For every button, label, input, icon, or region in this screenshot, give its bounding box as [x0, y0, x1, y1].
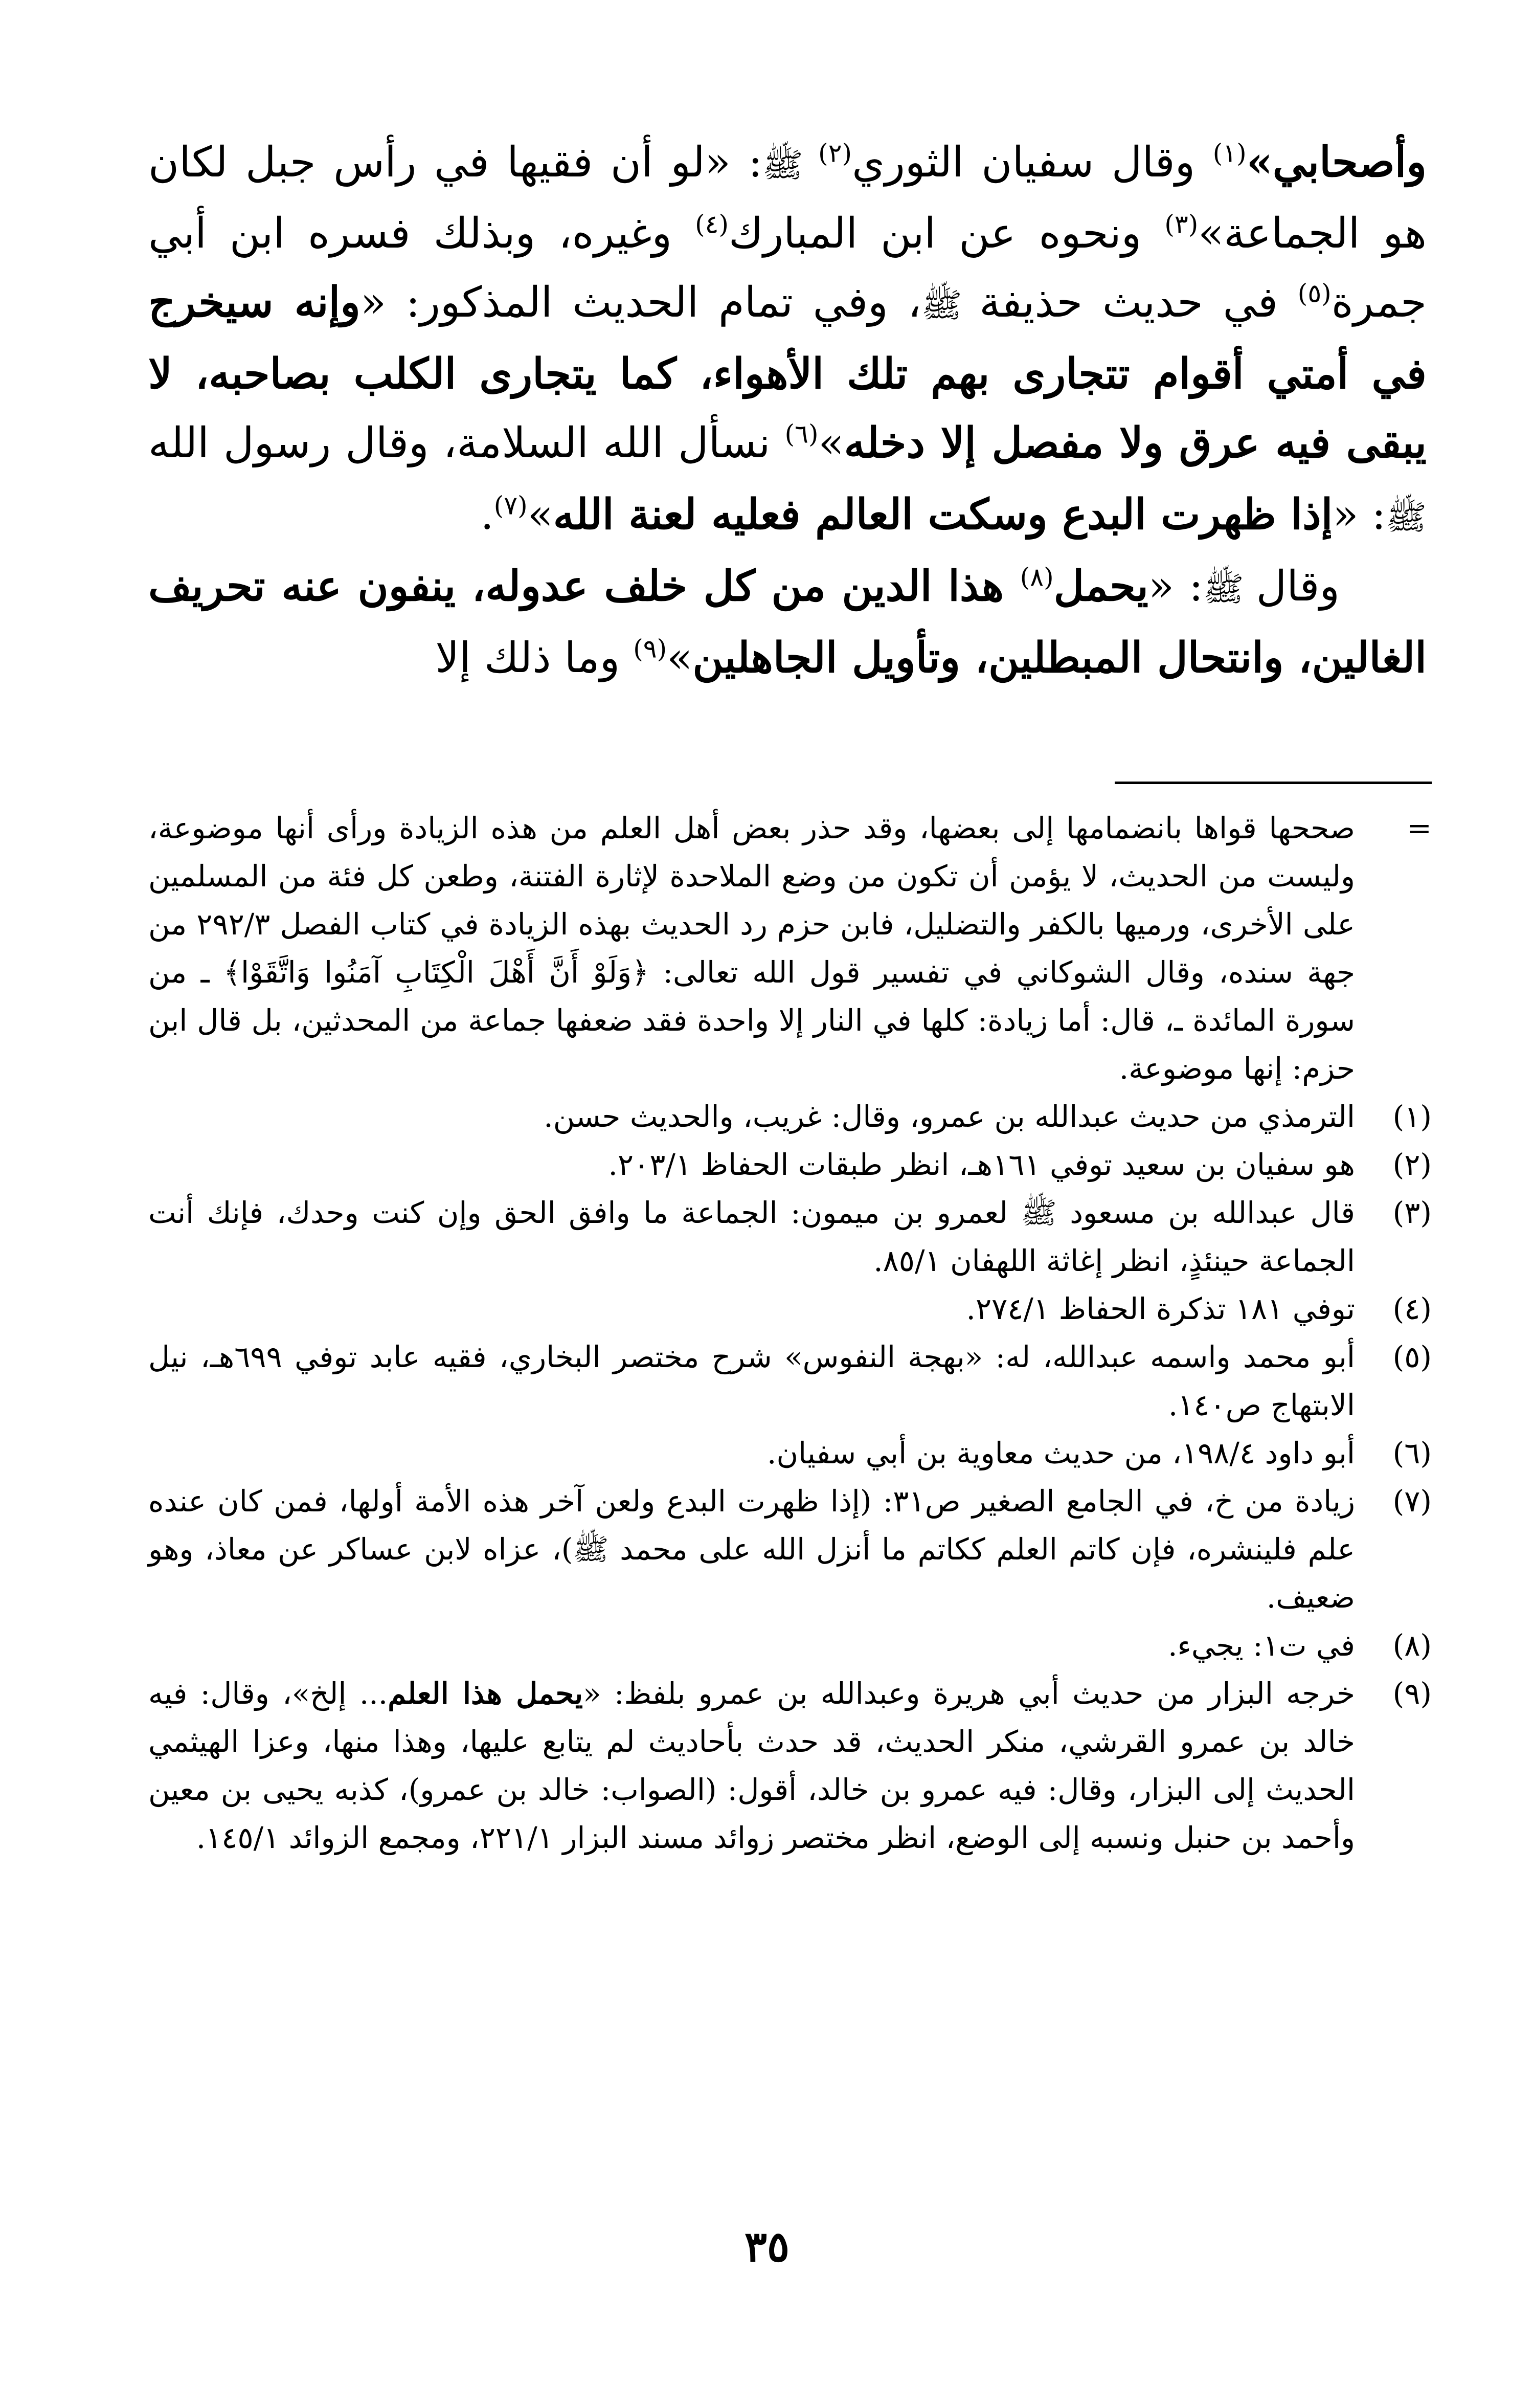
footnote-text: في ت١: يجيء.: [1168, 1628, 1355, 1663]
honorific-symbol-icon: ﷺ: [573, 1532, 620, 1567]
footnote-number: (٩): [1392, 1676, 1432, 1711]
main-text-span: : «: [1148, 562, 1203, 611]
main-text-span: »: [818, 419, 844, 467]
footnote-text-span: ـ من سورة المائدة ـ، قال: أما زيادة: كلها في النار إلا واحدة فقد ضعفها جماعة من المحدثين، بل قال ابن حزم: إنها موضوعة.: [148, 955, 1355, 1086]
footnote-ref-7[interactable]: (٧): [493, 490, 528, 521]
main-text-span: وقال سفيان الثوري: [852, 138, 1213, 187]
main-text-span: : «لو أن فقيها في رأس جبل لكان هو الجماعة»: [148, 138, 1427, 258]
footnote-text: أبو محمد واسمه عبدالله، له: «بهجة النفوس» شرح مختصر البخاري، فقيه عابد توفي ٦٩٩هـ، نيل الابتهاج ص١٤٠.: [148, 1340, 1355, 1422]
footnote-1: [148, 1092, 1432, 1141]
footnote-8: [148, 1621, 1432, 1669]
footnote-number: (٥): [1392, 1340, 1432, 1374]
footnote-number: (٨): [1392, 1628, 1432, 1663]
footnote-continuation: [148, 804, 1432, 1092]
footnote-ref-8[interactable]: (٨): [1020, 562, 1054, 592]
quran-verse: ﴿وَلَوْ أَنَّ أَهْلَ الْكِتَابِ آمَنُوا وَاتَّقَوْا﴾: [223, 955, 649, 990]
footnote-ref-3[interactable]: (٣): [1164, 209, 1199, 239]
footnote-text-span: زيادة من خ، في الجامع الصغير ص٣١: (إذا ظهرت البدع ولعن آخر هذه الأمة أولها، فمن كان عنده علم فلينشره، فإن كاتم العلم ككاتم ما أنزل الله على محمد: [148, 1484, 1355, 1567]
footnote-2: [148, 1141, 1432, 1189]
footnote-6: [148, 1429, 1432, 1477]
hadith-quote-bold: إذا ظهرت البدع وسكت العالم فعليه لعنة الله: [553, 490, 1333, 539]
footnote-text-span: خرجه البزار من حديث أبي هريرة وعبدالله بن عمرو بلفظ: «: [583, 1676, 1355, 1711]
footnote-number: (٣): [1392, 1195, 1432, 1230]
main-paragraph-1: [148, 128, 1427, 552]
footnote-text-span: ... إلخ»، وقال: فيه خالد بن عمرو القرشي، منكر الحديث، قد حدث بأحاديث لم يتابع عليها، وهذا منها، وعزا الهيثمي الحديث إلى البزار، وقال: فيه عمرو بن خالد، أقول: (الصواب: خالد بن عمرو)، كذبه يحيى بن معين وأحمد بن حنبل ونسبه إلى الوضع، انظر مختصر زوائد مسند البزار ٢٢١/١، ومجمع الزوائد ١٤٥/١.: [148, 1676, 1355, 1855]
footnote-text: أبو داود ١٩٨/٤، من حديث معاوية بن أبي سفيان.: [767, 1436, 1355, 1470]
footnote-separator-rule: [1115, 782, 1432, 784]
footnote-text-span: قال عبدالله بن مسعود: [1070, 1195, 1356, 1230]
footnote-text: توفي ١٨١ تذكرة الحفاظ ٢٧٤/١.: [966, 1291, 1355, 1326]
footnote-number: (٤): [1392, 1291, 1432, 1326]
continuation-marker: =: [1407, 811, 1432, 845]
main-paragraph-2: [148, 552, 1427, 693]
footnote-ref-4[interactable]: (٤): [695, 209, 729, 239]
footnote-ref-2[interactable]: (٢): [818, 138, 852, 168]
footnote-5: [148, 1333, 1432, 1429]
footnote-text: الترمذي من حديث عبدالله بن عمرو، وقال: غريب، والحديث حسن.: [544, 1099, 1355, 1134]
honorific-symbol-icon: ﷺ: [1203, 569, 1256, 609]
footnote-number: (٢): [1392, 1147, 1432, 1182]
honorific-symbol-icon: ﷺ: [921, 285, 980, 325]
footnote-7: [148, 1477, 1432, 1621]
main-text-span: وغيره، وبذلك فسره ابن أبي جمرة: [148, 209, 1427, 327]
main-text-span: »: [667, 634, 693, 682]
main-text-span: نسأل الله السلامة، وقال رسول الله: [148, 419, 785, 467]
footnote-ref-9[interactable]: (٩): [633, 634, 667, 664]
page-number: ٣٥: [744, 2222, 790, 2271]
footnote-3: [148, 1189, 1432, 1285]
footnote-9: [148, 1669, 1432, 1862]
main-text-span: ونحوه عن ابن المبارك: [729, 209, 1165, 258]
footnote-text: [148, 804, 1355, 1092]
footnote-text-span: صححها قواها بانضمامها إلى بعضها، وقد حذر بعض أهل العلم من هذه الزيادة ورأى أنها موضوعة، وليست من الحديث، لا يؤمن أن تكون من وضع الملاحدة لإثارة الفتنة، وطعن كل فئة من المسلمين على الأخرى، ورميها بالكفر والتضليل، فابن حزم رد الحديث بهذه الزيادة في كتاب الفصل ٢٩٢/٣ من جهة سنده، وقال الشوكاني في تفسير قول الله تعالى:: [148, 811, 1355, 990]
main-text-span: »: [527, 490, 553, 539]
footnote-text: [148, 1669, 1355, 1862]
footnote-bold-quote: يحمل هذا العلم: [388, 1676, 583, 1711]
footnote-number: (٧): [1392, 1484, 1432, 1519]
hadith-quote-bold: هذا الدين من كل خلف عدوله، ينفون عنه تحريف الغالين، وانتحال المبطلين، وتأويل الجاهلين: [148, 562, 1427, 682]
honorific-symbol-icon: ﷺ: [762, 145, 819, 185]
hadith-quote-bold: وإنه سيخرج في أمتي أقوام تتجارى بهم تلك الأهواء، كما يتجارى الكلب بصاحبه، لا يبقى فيه عرق ولا مفصل إلا دخله: [148, 278, 1427, 467]
footnote-4: [148, 1285, 1432, 1333]
footnote-text-span: )، عزاه لابن عساكر عن معاذ، وهو ضعيف.: [148, 1532, 1355, 1615]
main-text-span: في حديث حذيفة: [979, 278, 1298, 327]
footnote-number: (١): [1392, 1099, 1432, 1134]
footnote-text: [148, 1477, 1355, 1621]
honorific-symbol-icon: ﷺ: [1021, 1195, 1070, 1230]
main-text-span: وأصحابي»: [1246, 138, 1427, 187]
footnote-ref-6[interactable]: (٦): [784, 419, 819, 449]
main-text-span: ، وفي تمام الحديث المذكور: «: [360, 278, 921, 327]
honorific-symbol-icon: ﷺ: [1386, 498, 1427, 537]
footnote-ref-1[interactable]: (١): [1212, 138, 1247, 168]
footnote-text: [148, 1189, 1355, 1285]
main-text-span: وما ذلك إلا: [435, 634, 634, 682]
main-text-span: وقال: [1256, 562, 1340, 611]
hadith-quote-bold: يحمل: [1053, 562, 1148, 611]
main-text-span: : «: [1333, 490, 1386, 539]
footnote-text-span: لعمرو بن ميمون: الجماعة ما وافق الحق وإن كنت وحدك، فإنك أنت الجماعة حينئذٍ، انظر إغاثة اللهفان ٨٥/١.: [148, 1195, 1355, 1278]
footnote-number: (٦): [1392, 1436, 1432, 1470]
main-text-block: [148, 128, 1427, 693]
footnote-ref-5[interactable]: (٥): [1297, 278, 1332, 308]
main-text-span: .: [480, 490, 494, 539]
footnote-text: هو سفيان بن سعيد توفي ١٦١هـ، انظر طبقات الحفاظ ٢٠٣/١.: [608, 1147, 1355, 1182]
footnotes-block: [148, 804, 1432, 1862]
